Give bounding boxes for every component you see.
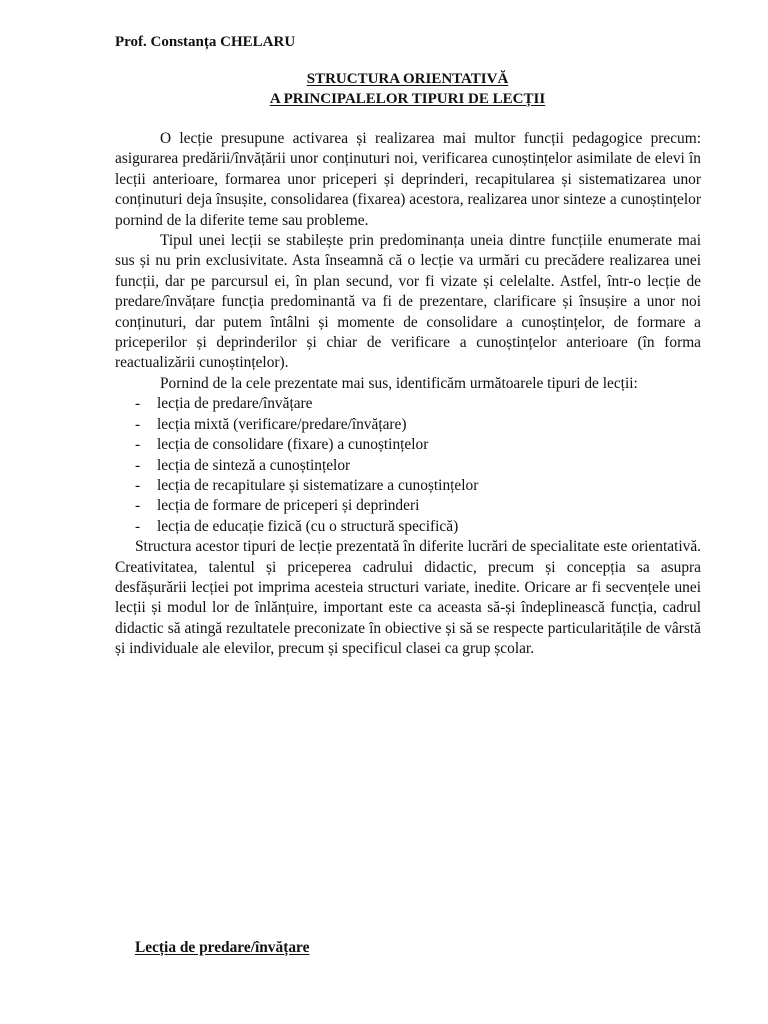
bullet-dash: - (135, 456, 141, 474)
paragraph-list-intro: Pornind de la cele prezentate mai sus, identificăm următoarele tipuri de lecții: (160, 374, 638, 392)
bullet-dash: - (135, 517, 141, 535)
document-title (115, 69, 700, 109)
list-item-text: lecția de recapitulare și sistematizare a cunoștințelor (157, 476, 479, 494)
bullet-dash: - (135, 395, 141, 413)
section-heading: Lecția de predare/învățare (135, 939, 310, 956)
list-item-text: lecția de sinteză a cunoștințelor (157, 456, 351, 474)
paragraph-intro: O lecție presupune activarea și realizarea mai multor funcții pedagogice precum: asigurarea predării/învățării unor conținuturi noi, verificarea cunoștințelor asimilate de elevi în lecții anterioare, formarea unor priceperi și deprinderi, recapitularea și sistematizarea unor conținuturi deja însușite, consolidarea (fixarea) acestora, realizarea unor sinteze a cunoștințelor pornind de la diferite teme sau probleme. (115, 130, 701, 229)
title-line-2: A PRINCIPALELOR TIPURI DE LECȚII (269, 91, 546, 107)
list-item (115, 456, 701, 476)
list-item-text: lecția de predare/învățare (157, 395, 313, 413)
bullet-dash: - (135, 436, 141, 454)
list-item (115, 394, 701, 414)
list-item-text: lecția mixtă (verificare/predare/învățare) (157, 415, 407, 433)
bullet-dash: - (135, 476, 141, 494)
paragraph-lesson-type: Tipul unei lecții se stabilește prin predominanța uneia dintre funcțiile enumerate mai sus și nu prin exclusivitate. Asta înseamnă că o lecție va urmări cu precădere realizarea unei funcții, dar pe parcursul ei, în plan secund, vor fi vizate și celelalte. Astfel, într-o lecție de predare/învățare funcția predominantă va fi de prezentare, clarificare și însușire a unor noi conținuturi, dar putem întâlni și momente de consolidare a cunoștințelor, de formare a priceperilor și deprinderilor și chiar de verificare a cunoștințelor anterioare (în forma reactualizării cunoștințelor). (115, 232, 701, 372)
bullet-dash: - (135, 415, 141, 433)
list-item (115, 476, 701, 496)
list-item-text: lecția de formare de priceperi și deprinderi (157, 497, 420, 515)
bullet-dash: - (135, 497, 141, 515)
list-item (115, 415, 701, 435)
list-item (115, 517, 701, 537)
list-item (115, 496, 701, 516)
list-item (115, 435, 701, 455)
list-item-text: lecția de educație fizică (cu o structură specifică) (157, 517, 459, 535)
title-line-1: STRUCTURA ORIENTATIVĂ (306, 71, 509, 87)
list-item-text: lecția de consolidare (fixare) a cunoștințelor (157, 436, 429, 454)
lesson-types-list (115, 394, 701, 537)
author-name: Prof. Constanța CHELARU (115, 34, 296, 50)
paragraph-closing: Structura acestor tipuri de lecție prezentată în diferite lucrări de specialitate este orientativă. Creativitatea, talentul și priceperea cadrului didactic, precum și concepția sa asupra desfășurării lecției pot imprima acesteia structuri variate, inedite. Oricare ar fi secvențele unei lecții și modul lor de înlănțuire, important este ca aceasta să-și îndeplinească funcția, cadrul didactic să atingă rezultatele preconizate în obiective și să se respecte particularitățile de vârstă și individuale ale elevilor, precum și specificul clasei ca grup școlar. (115, 538, 701, 658)
document-body (115, 129, 701, 660)
